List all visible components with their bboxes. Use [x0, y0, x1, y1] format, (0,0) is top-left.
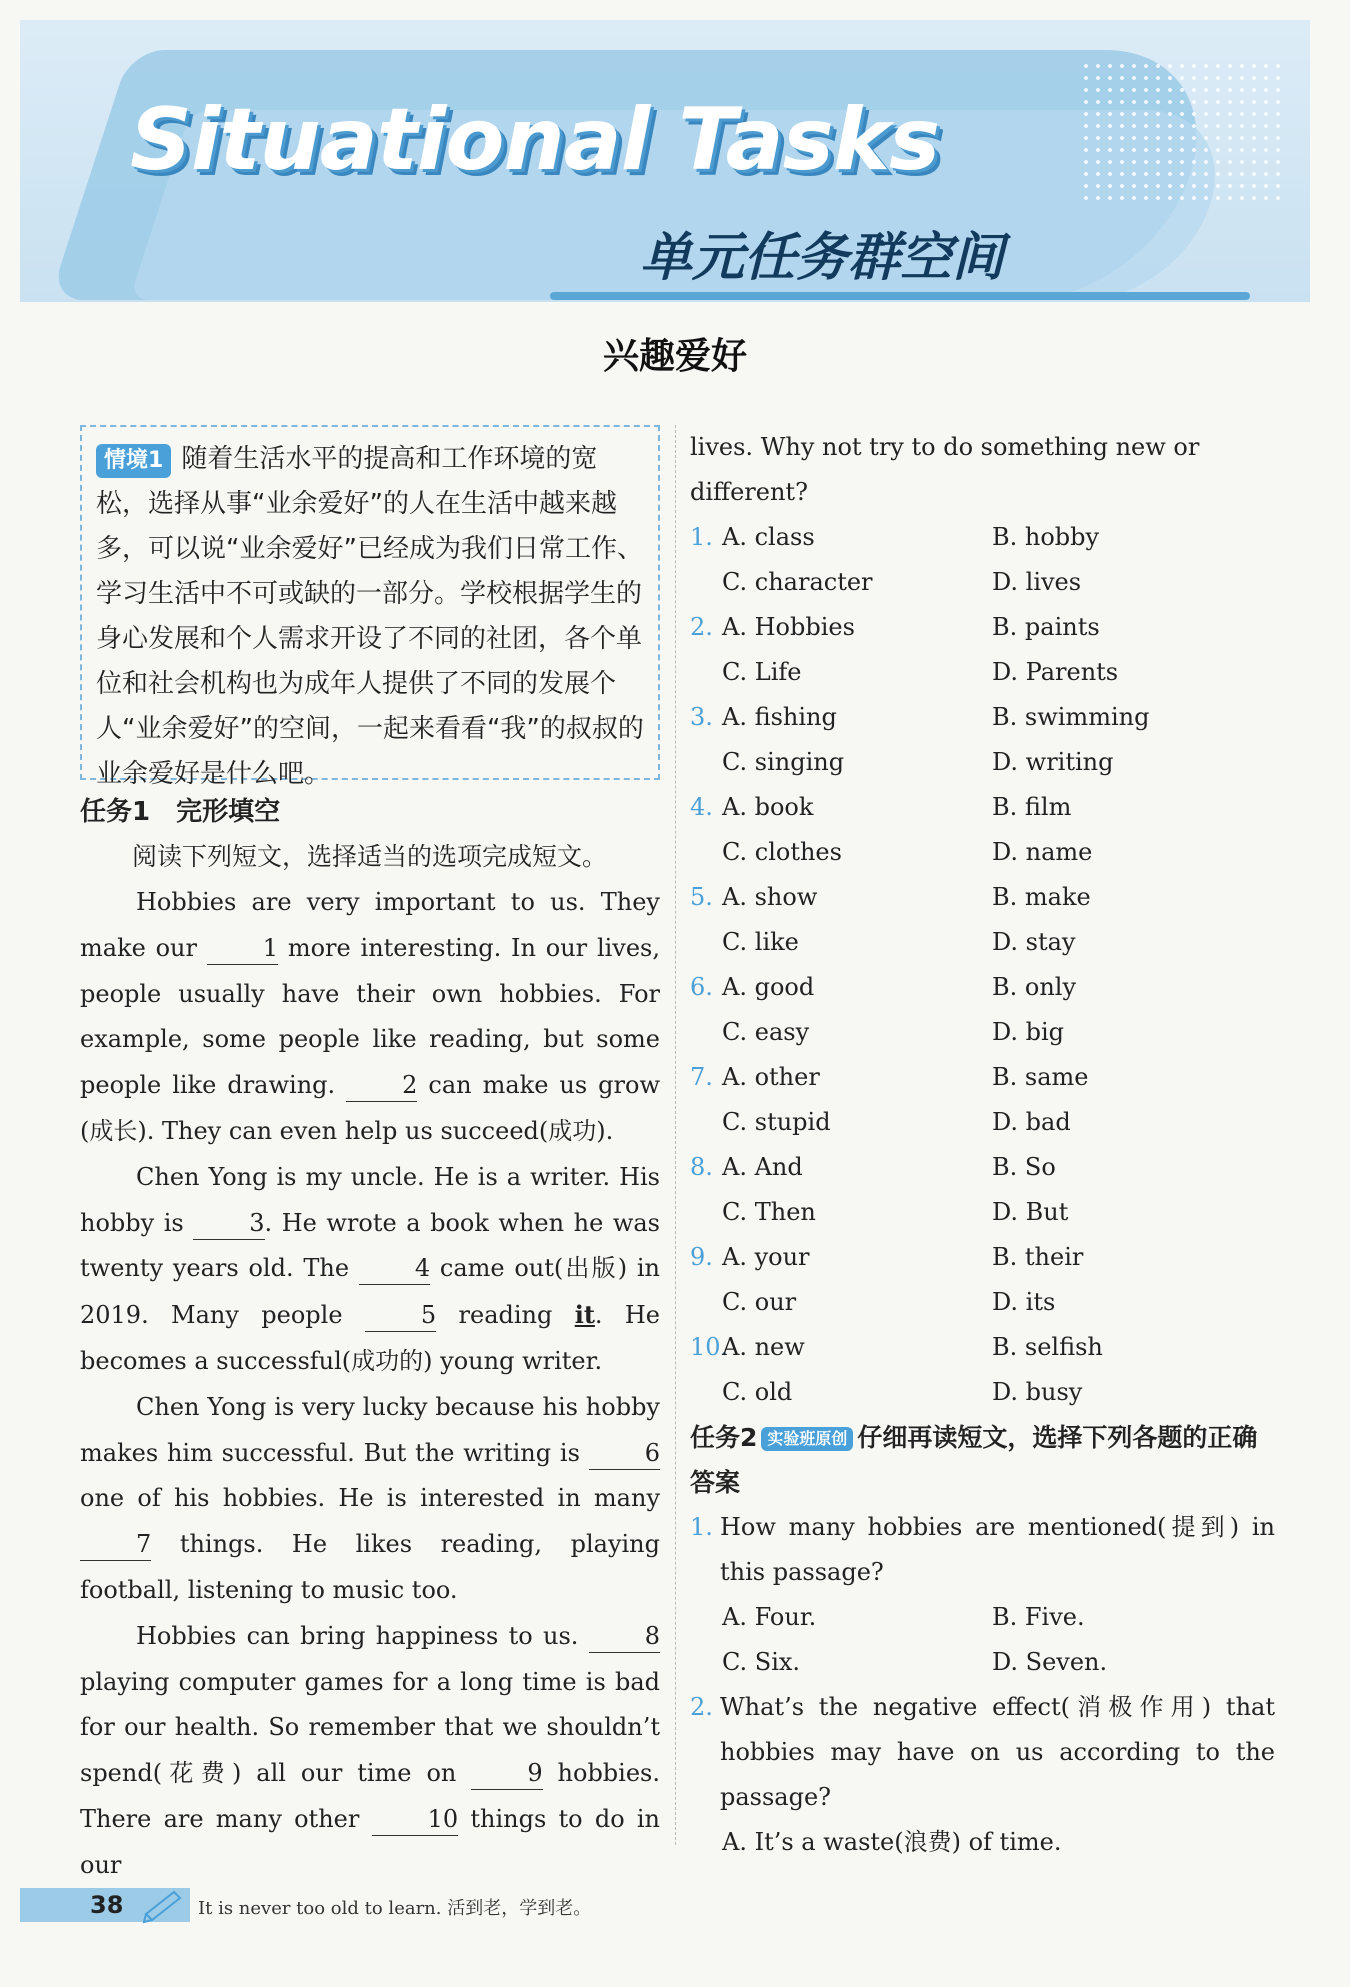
- option-row: [690, 920, 1275, 965]
- column-divider: [675, 425, 676, 1845]
- task1-instruction: 阅读下列短文，选择适当的选项完成短文。: [132, 842, 608, 871]
- option-b[interactable]: B. same: [992, 1063, 1089, 1091]
- option-a[interactable]: A. book: [722, 793, 814, 821]
- option-d[interactable]: D. bad: [992, 1108, 1071, 1136]
- option-d[interactable]: D. Seven.: [992, 1648, 1108, 1676]
- emphasized-it: it: [574, 1300, 595, 1330]
- blank-5: 5: [365, 1299, 436, 1332]
- option-row: [690, 1010, 1275, 1055]
- option-b[interactable]: B. film: [992, 793, 1072, 821]
- option-b[interactable]: B. So: [992, 1153, 1056, 1181]
- question-number: 1.: [690, 523, 713, 551]
- blank-1: 1: [207, 932, 278, 965]
- option-d[interactable]: D. But: [992, 1198, 1069, 1226]
- question-number: 4.: [690, 793, 713, 821]
- footer-motto: It is never too old to learn. 活到老，学到老。: [198, 1898, 592, 1919]
- option-row: [690, 605, 1275, 650]
- option-c[interactable]: C. our: [722, 1288, 797, 1316]
- banner-underline: [550, 292, 1250, 300]
- passage-continuation: lives. Why not try to do something new or different?: [690, 433, 1200, 506]
- question-text: What’s the negative effect(消极作用) that hobbies may have on us according to the passage?: [720, 1693, 1275, 1811]
- option-b[interactable]: B. their: [992, 1243, 1084, 1271]
- option-c[interactable]: C. singing: [722, 748, 845, 776]
- scenario-tag: 情境1: [96, 444, 171, 478]
- question-text: How many hobbies are mentioned(提到) in this passage?: [720, 1513, 1275, 1586]
- option-row: [690, 1370, 1275, 1415]
- option-a[interactable]: A. your: [722, 1243, 810, 1271]
- task1-heading: 任务1 完形填空: [80, 797, 281, 827]
- dot-pattern: [1080, 60, 1280, 200]
- option-d[interactable]: D. lives: [992, 568, 1082, 596]
- option-c[interactable]: C. clothes: [722, 838, 842, 866]
- option-b[interactable]: B. swimming: [992, 703, 1150, 731]
- option-c[interactable]: C. old: [722, 1378, 793, 1406]
- option-d[interactable]: D. its: [992, 1288, 1056, 1316]
- option-row: [690, 1325, 1275, 1370]
- option-b[interactable]: B. make: [992, 883, 1091, 911]
- question-number: 2.: [690, 1693, 713, 1721]
- option-c[interactable]: C. easy: [722, 1018, 810, 1046]
- options-list: [690, 515, 1275, 1415]
- blank-7: 7: [80, 1528, 151, 1561]
- blank-6: 6: [589, 1437, 660, 1470]
- banner-subtitle: 单元任务群空间: [640, 228, 1005, 288]
- option-b[interactable]: B. only: [992, 973, 1077, 1001]
- option-a[interactable]: A. show: [722, 883, 818, 911]
- option-row: [690, 740, 1275, 785]
- header-banner: [20, 20, 1310, 302]
- blank-2: 2: [346, 1069, 417, 1102]
- right-column: [690, 425, 1275, 1865]
- option-c[interactable]: C. like: [722, 928, 799, 956]
- option-c[interactable]: C. Then: [722, 1198, 816, 1226]
- passage-paragraph-2: Chen Yong is my uncle. He is a writer. His hobby is 3. He wrote a book when he was twenty years old. The 4 came out(出版) in 2019. Many people 5 reading it. He becomes a successful(成功的) young writer.: [80, 1162, 661, 1375]
- option-row: [690, 1145, 1275, 1190]
- blank-8: 8: [589, 1620, 660, 1653]
- task2-heading: [690, 1415, 1275, 1505]
- blank-3: 3: [193, 1207, 264, 1240]
- scenario-text: 随着生活水平的提高和工作环境的宽松，选择从事“业余爱好”的人在生活中越来越多，可以说“业余爱好”已经成为我们日常工作、学习生活中不可或缺的一部分。学校根据学生的身心发展和个人需求开设了不同的社团，各个单位和社会机构也为成年人提供了不同的发展个人“业余爱好”的空间，一起来看看“我”的叔叔的业余爱好是什么吧。: [96, 444, 644, 789]
- option-row: [690, 695, 1275, 740]
- option-d[interactable]: D. Parents: [992, 658, 1119, 686]
- question-number: 6.: [690, 973, 713, 1001]
- option-row: [690, 1280, 1275, 1325]
- option-a[interactable]: A. class: [722, 523, 815, 551]
- passage-paragraph-1: Hobbies are very important to us. They make our 1 more interesting. In our lives, people usually have their own hobbies. For example, some people like reading, but some people like drawing. 2 can make us grow (成长). They can even help us succeed(成功).: [80, 888, 660, 1145]
- option-a[interactable]: A. Hobbies: [722, 613, 855, 641]
- question-number: 8.: [690, 1153, 713, 1181]
- option-a[interactable]: A. good: [722, 973, 815, 1001]
- option-a[interactable]: A. It’s a waste(浪费) of time.: [722, 1828, 1062, 1856]
- option-b[interactable]: B. selfish: [992, 1333, 1103, 1361]
- option-c[interactable]: C. stupid: [722, 1108, 831, 1136]
- option-d[interactable]: D. name: [992, 838, 1093, 866]
- option-b[interactable]: B. paints: [992, 613, 1100, 641]
- option-a[interactable]: A. Four.: [722, 1603, 817, 1631]
- option-row: [690, 1055, 1275, 1100]
- question-number: 7.: [690, 1063, 713, 1091]
- option-a[interactable]: A. other: [722, 1063, 820, 1091]
- option-row: [690, 560, 1275, 605]
- option-a[interactable]: A. And: [722, 1153, 803, 1181]
- option-c[interactable]: C. character: [722, 568, 873, 596]
- page-footer: [20, 1880, 1310, 1940]
- question-number: 2.: [690, 613, 713, 641]
- option-c[interactable]: C. Six.: [722, 1648, 801, 1676]
- page-title: 兴趣爱好: [602, 336, 747, 377]
- left-column: [80, 425, 660, 1889]
- option-c[interactable]: C. Life: [722, 658, 802, 686]
- banner-title: Situational Tasks: [130, 90, 940, 190]
- option-d[interactable]: D. stay: [992, 928, 1076, 956]
- option-d[interactable]: D. writing: [992, 748, 1114, 776]
- option-a[interactable]: A. fishing: [722, 703, 837, 731]
- option-b[interactable]: B. hobby: [992, 523, 1100, 551]
- question-2-option-a: [690, 1820, 1275, 1865]
- task2-label: 任务2: [690, 1423, 758, 1452]
- blank-10: 10: [372, 1803, 459, 1836]
- question-number: 9.: [690, 1243, 713, 1271]
- option-row: [690, 650, 1275, 695]
- scenario-box: [80, 425, 660, 789]
- task2-heading-text: 仔细再读短文，选择下列各题的正确答案: [690, 1423, 1258, 1497]
- pencil-icon: [140, 1884, 188, 1924]
- option-row: [690, 515, 1275, 560]
- question-number: 10.: [690, 1333, 729, 1361]
- question-number: 1.: [690, 1513, 713, 1541]
- page-number: 38: [20, 1888, 190, 1922]
- question-1-options-ab: [690, 1595, 1275, 1640]
- option-row: [690, 875, 1275, 920]
- question-1: [690, 1505, 1275, 1595]
- task2-badge: 实验班原创: [761, 1427, 853, 1451]
- option-row: [690, 1235, 1275, 1280]
- option-d[interactable]: D. big: [992, 1018, 1065, 1046]
- option-row: [690, 785, 1275, 830]
- question-number: 5.: [690, 883, 713, 911]
- blank-9: 9: [471, 1757, 542, 1790]
- option-b[interactable]: B. Five.: [992, 1603, 1085, 1631]
- blank-4: 4: [359, 1252, 430, 1285]
- option-row: [690, 830, 1275, 875]
- question-number: 3.: [690, 703, 713, 731]
- option-row: [690, 1100, 1275, 1145]
- question-1-options-cd: [690, 1640, 1275, 1685]
- option-row: [690, 965, 1275, 1010]
- passage-paragraph-4: Hobbies can bring happiness to us. 8 playing computer games for a long time is bad for our health. So remember that we shouldn’t spend(花费) all our time on 9 hobbies. There are many other 10 things to do in our: [80, 1621, 661, 1879]
- option-d[interactable]: D. busy: [992, 1378, 1083, 1406]
- option-row: [690, 1190, 1275, 1235]
- option-a[interactable]: A. new: [722, 1333, 805, 1361]
- passage-paragraph-3: Chen Yong is very lucky because his hobby makes him successful. But the writing is 6 one of his hobbies. He is interested in many 7 things. He likes reading, playing football, listening to music too.: [80, 1392, 660, 1604]
- question-2: [690, 1685, 1275, 1820]
